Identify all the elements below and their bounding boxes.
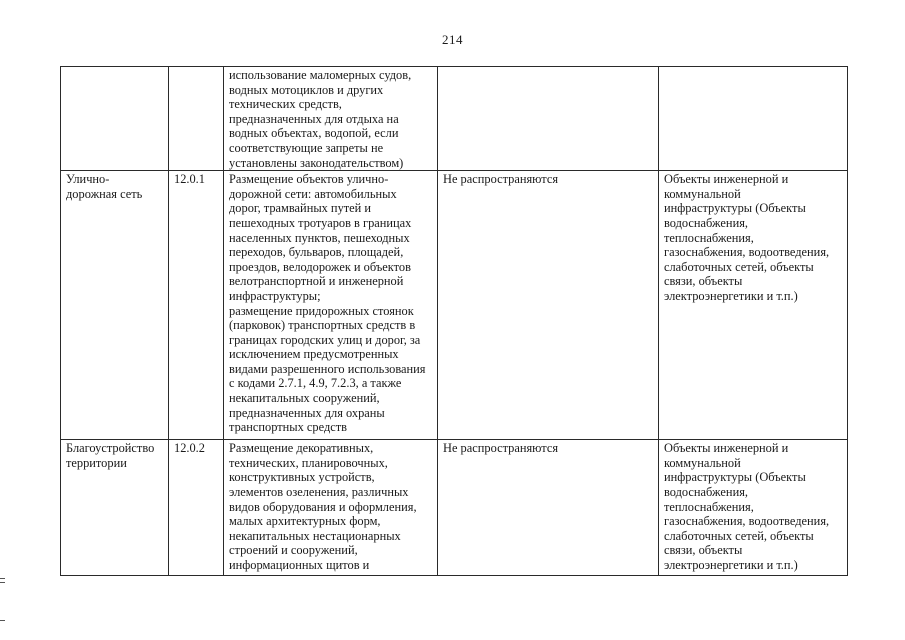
use-name-cell: Благоустройство территории <box>61 440 169 576</box>
table-row <box>61 171 848 440</box>
use-name-cell: Улично- дорожная сеть <box>61 171 169 440</box>
scan-margin-mark <box>0 578 5 579</box>
page-number: 214 <box>442 32 463 47</box>
use-description-cell: Размещение объектов улично- дорожной сети: автомобильных дорог, трамвайных путей и пешеходных тротуаров в границах населенных пунктов, пешеходных переходов, бульваров, площадей, проездов, велодорожек и объектов велотранспортной и инженерной инфраструктуры; размещение придорожных стоянок (парковок) транспортных средств в границах городских улиц и дорог, за исключением предусмотренных видами разрешенного использования с кодами 2.7.1, 4.9, 7.2.3, а также некапитальных сооружений, предназначенных для охраны транспортных средств <box>224 171 438 440</box>
table-row <box>61 440 848 576</box>
facilities-cell: Объекты инженерной и коммунальной инфраструктуры (Объекты водоснабжения, теплоснабжения, газоснабжения, водоотведения, слаботочных сетей, объекты связи, объекты электроэнергетики и т.п.) <box>659 440 848 576</box>
use-code-cell: 12.0.1 <box>169 171 224 440</box>
table-row <box>61 67 848 171</box>
use-code-cell <box>169 67 224 171</box>
scan-margin-mark <box>0 582 5 583</box>
scan-margin-mark <box>0 620 5 621</box>
facilities-cell: Объекты инженерной и коммунальной инфраструктуры (Объекты водоснабжения, теплоснабжения, газоснабжения, водоотведения, слаботочных сетей, объекты связи, объекты электроэнергетики и т.п.) <box>659 171 848 440</box>
use-description-cell: Размещение декоративных, технических, планировочных, конструктивных устройств, элементов озеленения, различных видов оборудования и оформления, малых архитектурных форм, некапитальных нестационарных строений и сооружений, информационных щитов и <box>224 440 438 576</box>
facilities-cell <box>659 67 848 171</box>
use-description-cell: использование маломерных судов, водных мотоциклов и других технических средств, предназначенных для отдыха на водных объектах, водопой, если соответствующие запреты не установлены законодательством) <box>224 67 438 171</box>
zoning-table <box>60 66 848 576</box>
use-name-cell <box>61 67 169 171</box>
restrictions-cell: Не распространяются <box>438 171 659 440</box>
restrictions-cell: Не распространяются <box>438 440 659 576</box>
use-code-cell: 12.0.2 <box>169 440 224 576</box>
restrictions-cell <box>438 67 659 171</box>
